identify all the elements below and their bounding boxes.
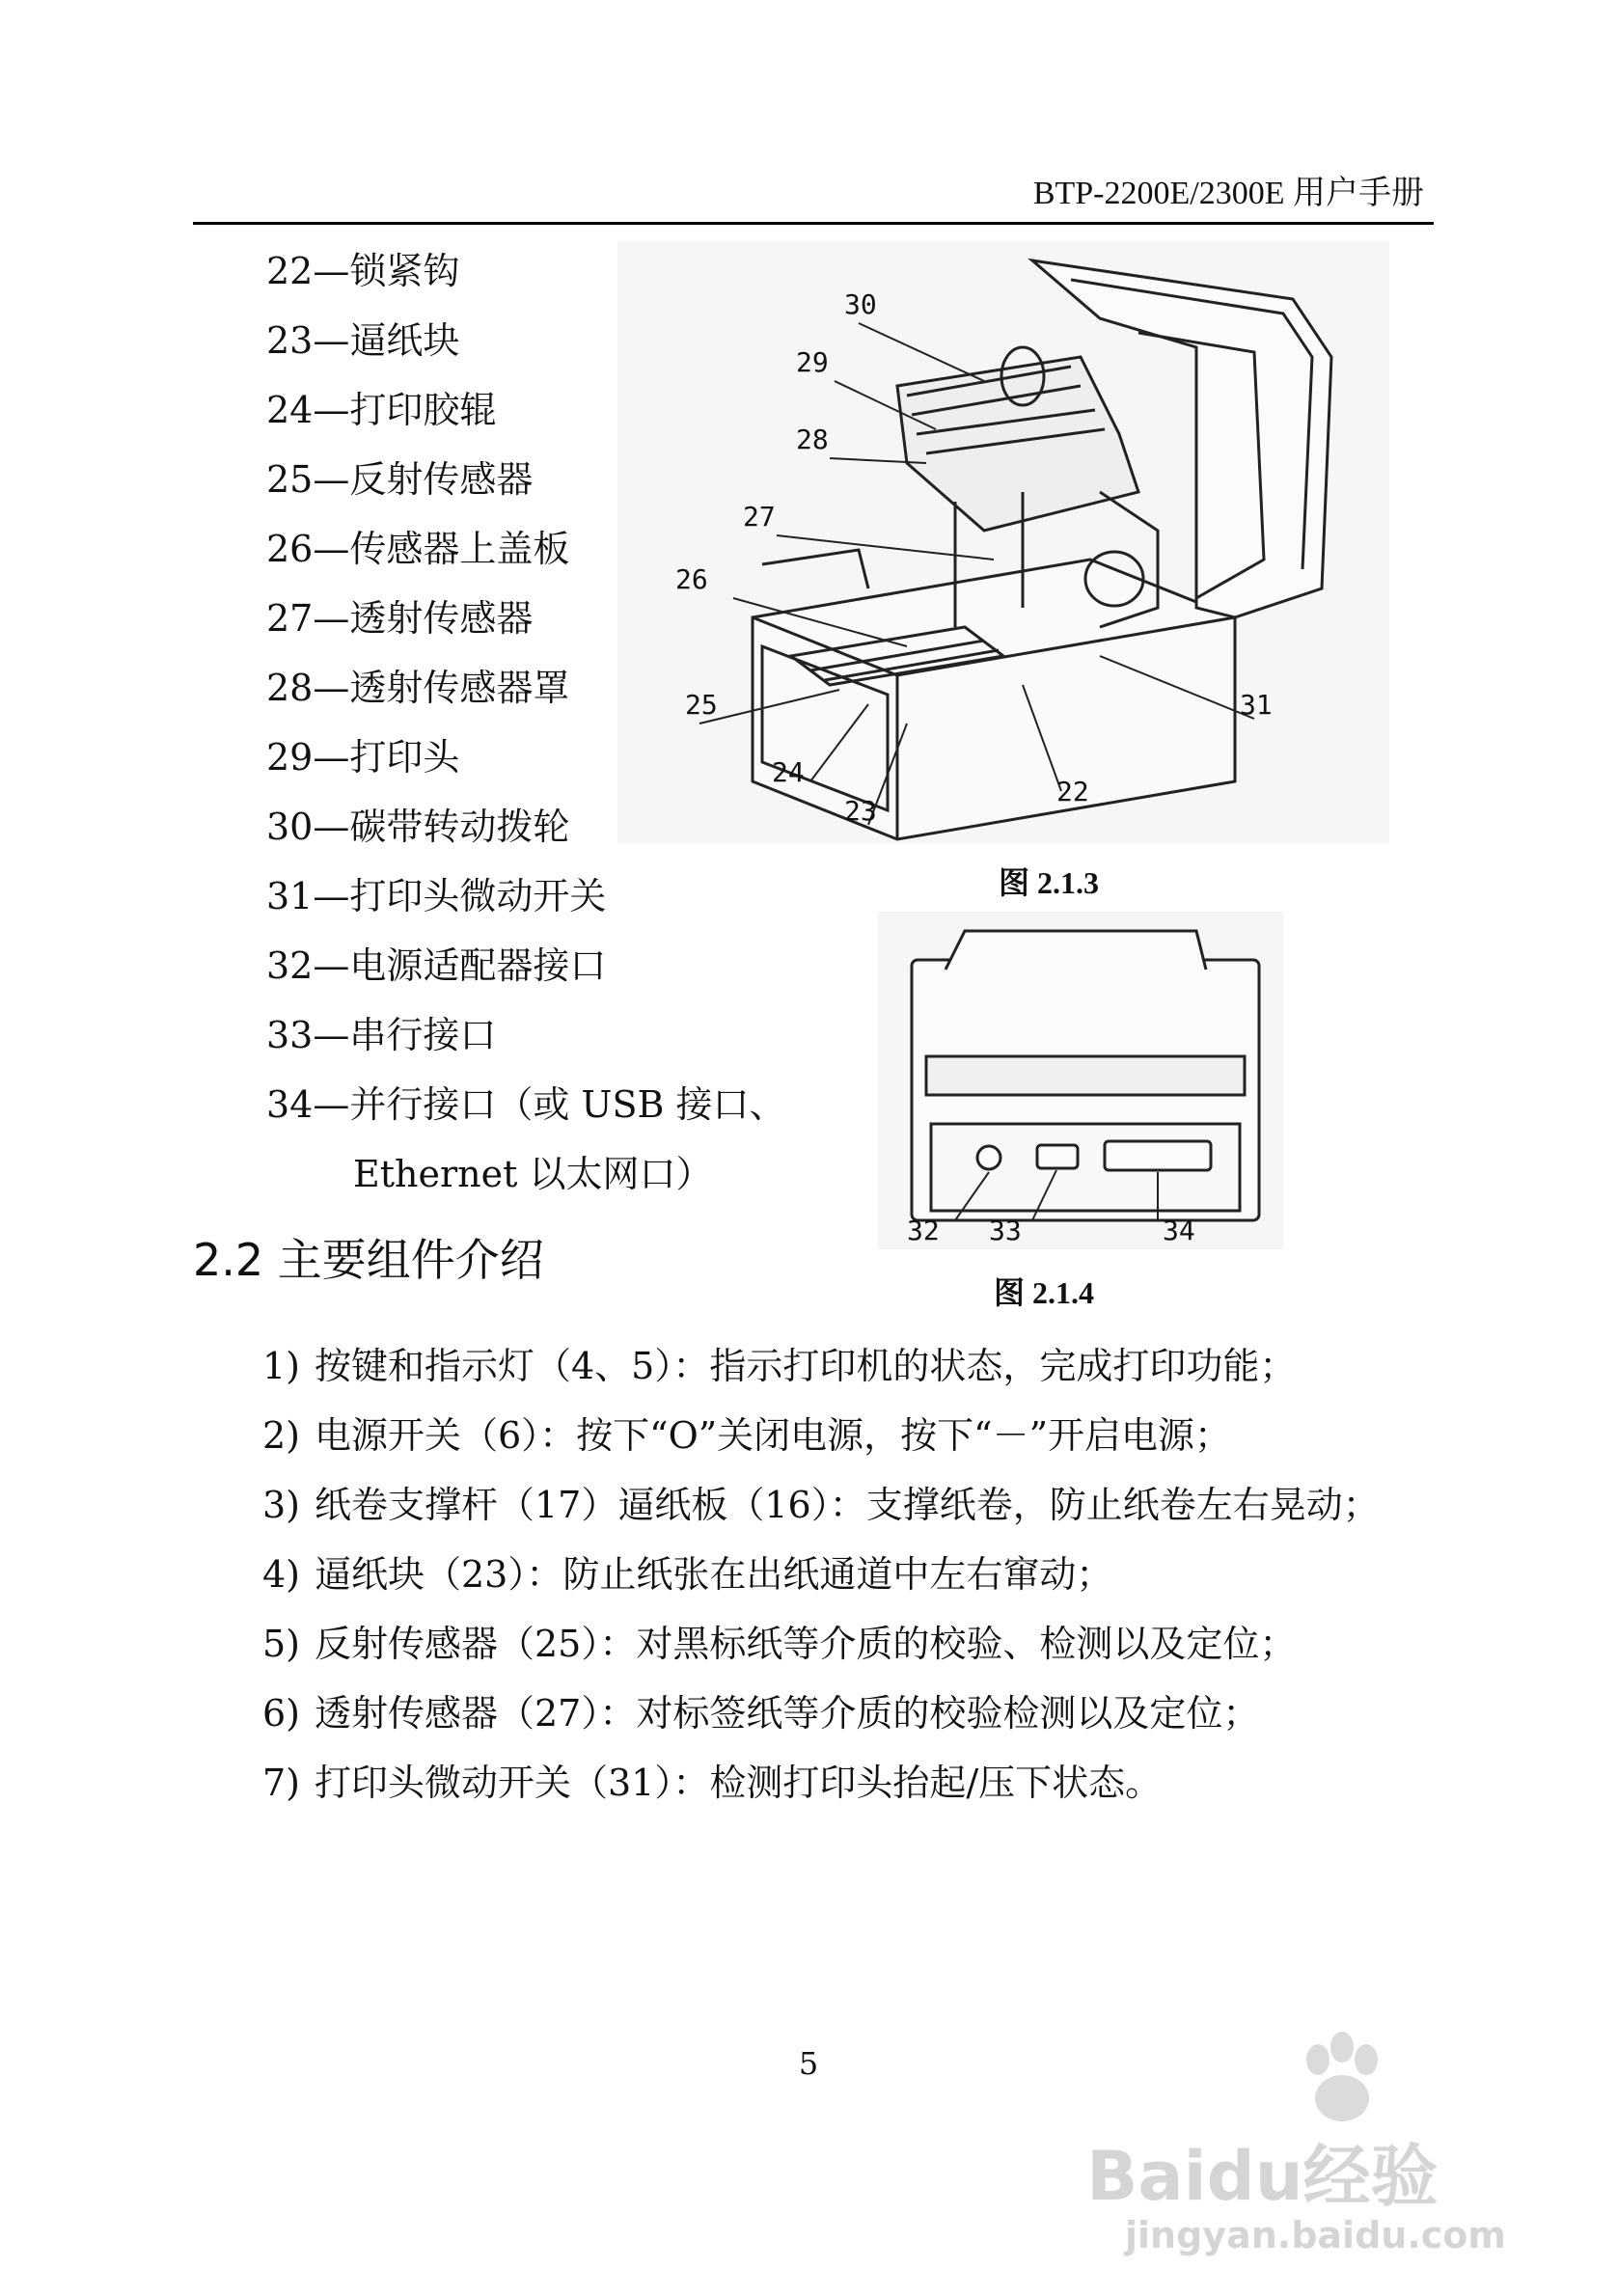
part-item: 24—打印胶辊 <box>266 389 497 431</box>
part-item: 31—打印头微动开关 <box>266 875 607 917</box>
list-item: 4) 逼纸块（23）：防止纸张在出纸通道中左右窜动； <box>262 1553 1113 1596</box>
part-item: 25—反射传感器 <box>266 458 534 501</box>
callout-label: 29 <box>796 346 829 378</box>
watermark-brand: Baidu经验 <box>1086 2137 1439 2216</box>
list-item: 6) 透射传感器（27）：对标签纸等介质的校验检测以及定位； <box>262 1692 1260 1735</box>
page-number: 5 <box>798 2045 819 2082</box>
list-item: 7) 打印头微动开关（31）：检测打印头抬起/压下状态。 <box>262 1762 1163 1804</box>
part-item: 29—打印头 <box>266 736 460 779</box>
header-rule <box>193 222 1434 225</box>
part-item: 33—串行接口 <box>266 1014 497 1056</box>
part-item: 26—传感器上盖板 <box>266 528 570 570</box>
part-item: 22—锁紧钩 <box>266 250 460 292</box>
running-header: BTP-2200E/2300E 用户手册 <box>1032 176 1424 211</box>
baidu-watermark <box>1048 2026 1511 2277</box>
section-heading: 2.2 主要组件介绍 <box>193 1234 544 1286</box>
list-item: 3) 纸卷支撑杆（17）逼纸板（16）：支撑纸卷，防止纸卷左右晃动； <box>262 1484 1380 1526</box>
callout-label: 27 <box>743 501 776 533</box>
callout-label: 28 <box>796 424 829 455</box>
callout-label: 31 <box>1240 689 1273 721</box>
callout-label: 24 <box>772 756 805 788</box>
callout-label: 34 <box>1163 1215 1195 1246</box>
callout-label: 26 <box>675 563 708 595</box>
printer-open-figure <box>617 241 1389 844</box>
part-item-continuation: Ethernet 以太网口） <box>353 1153 713 1195</box>
part-item: 28—透射传感器罩 <box>266 667 570 709</box>
paw-icon <box>1289 2026 1395 2132</box>
list-item: 2) 电源开关（6）：按下“O”关闭电源，按下“－”开启电源； <box>262 1414 1232 1457</box>
callout-label: 25 <box>685 689 718 721</box>
list-item: 5) 反射传感器（25）：对黑标纸等介质的校验、检测以及定位； <box>262 1623 1297 1665</box>
component-list <box>262 1331 1439 1818</box>
callout-label: 30 <box>844 288 877 320</box>
callout-label: 32 <box>907 1215 940 1246</box>
callout-label: 23 <box>844 795 877 827</box>
part-item: 30—碳带转动拨轮 <box>266 806 570 848</box>
callout-label: 33 <box>989 1215 1022 1246</box>
figure-caption: 图 2.1.4 <box>994 1275 1095 1310</box>
list-item: 1) 按键和指示灯（4、5）：指示打印机的状态，完成打印功能； <box>262 1345 1297 1387</box>
part-item: 34—并行接口（或 USB 接口、 <box>266 1083 786 1126</box>
printer-rear-figure <box>878 912 1283 1249</box>
watermark-url: jingyan.baidu.com <box>1125 2214 1506 2256</box>
callout-label: 22 <box>1056 776 1089 807</box>
part-item: 23—逼纸块 <box>266 319 460 362</box>
part-item: 27—透射传感器 <box>266 597 534 640</box>
part-item: 32—电源适配器接口 <box>266 944 607 987</box>
figure-caption: 图 2.1.3 <box>999 865 1100 900</box>
